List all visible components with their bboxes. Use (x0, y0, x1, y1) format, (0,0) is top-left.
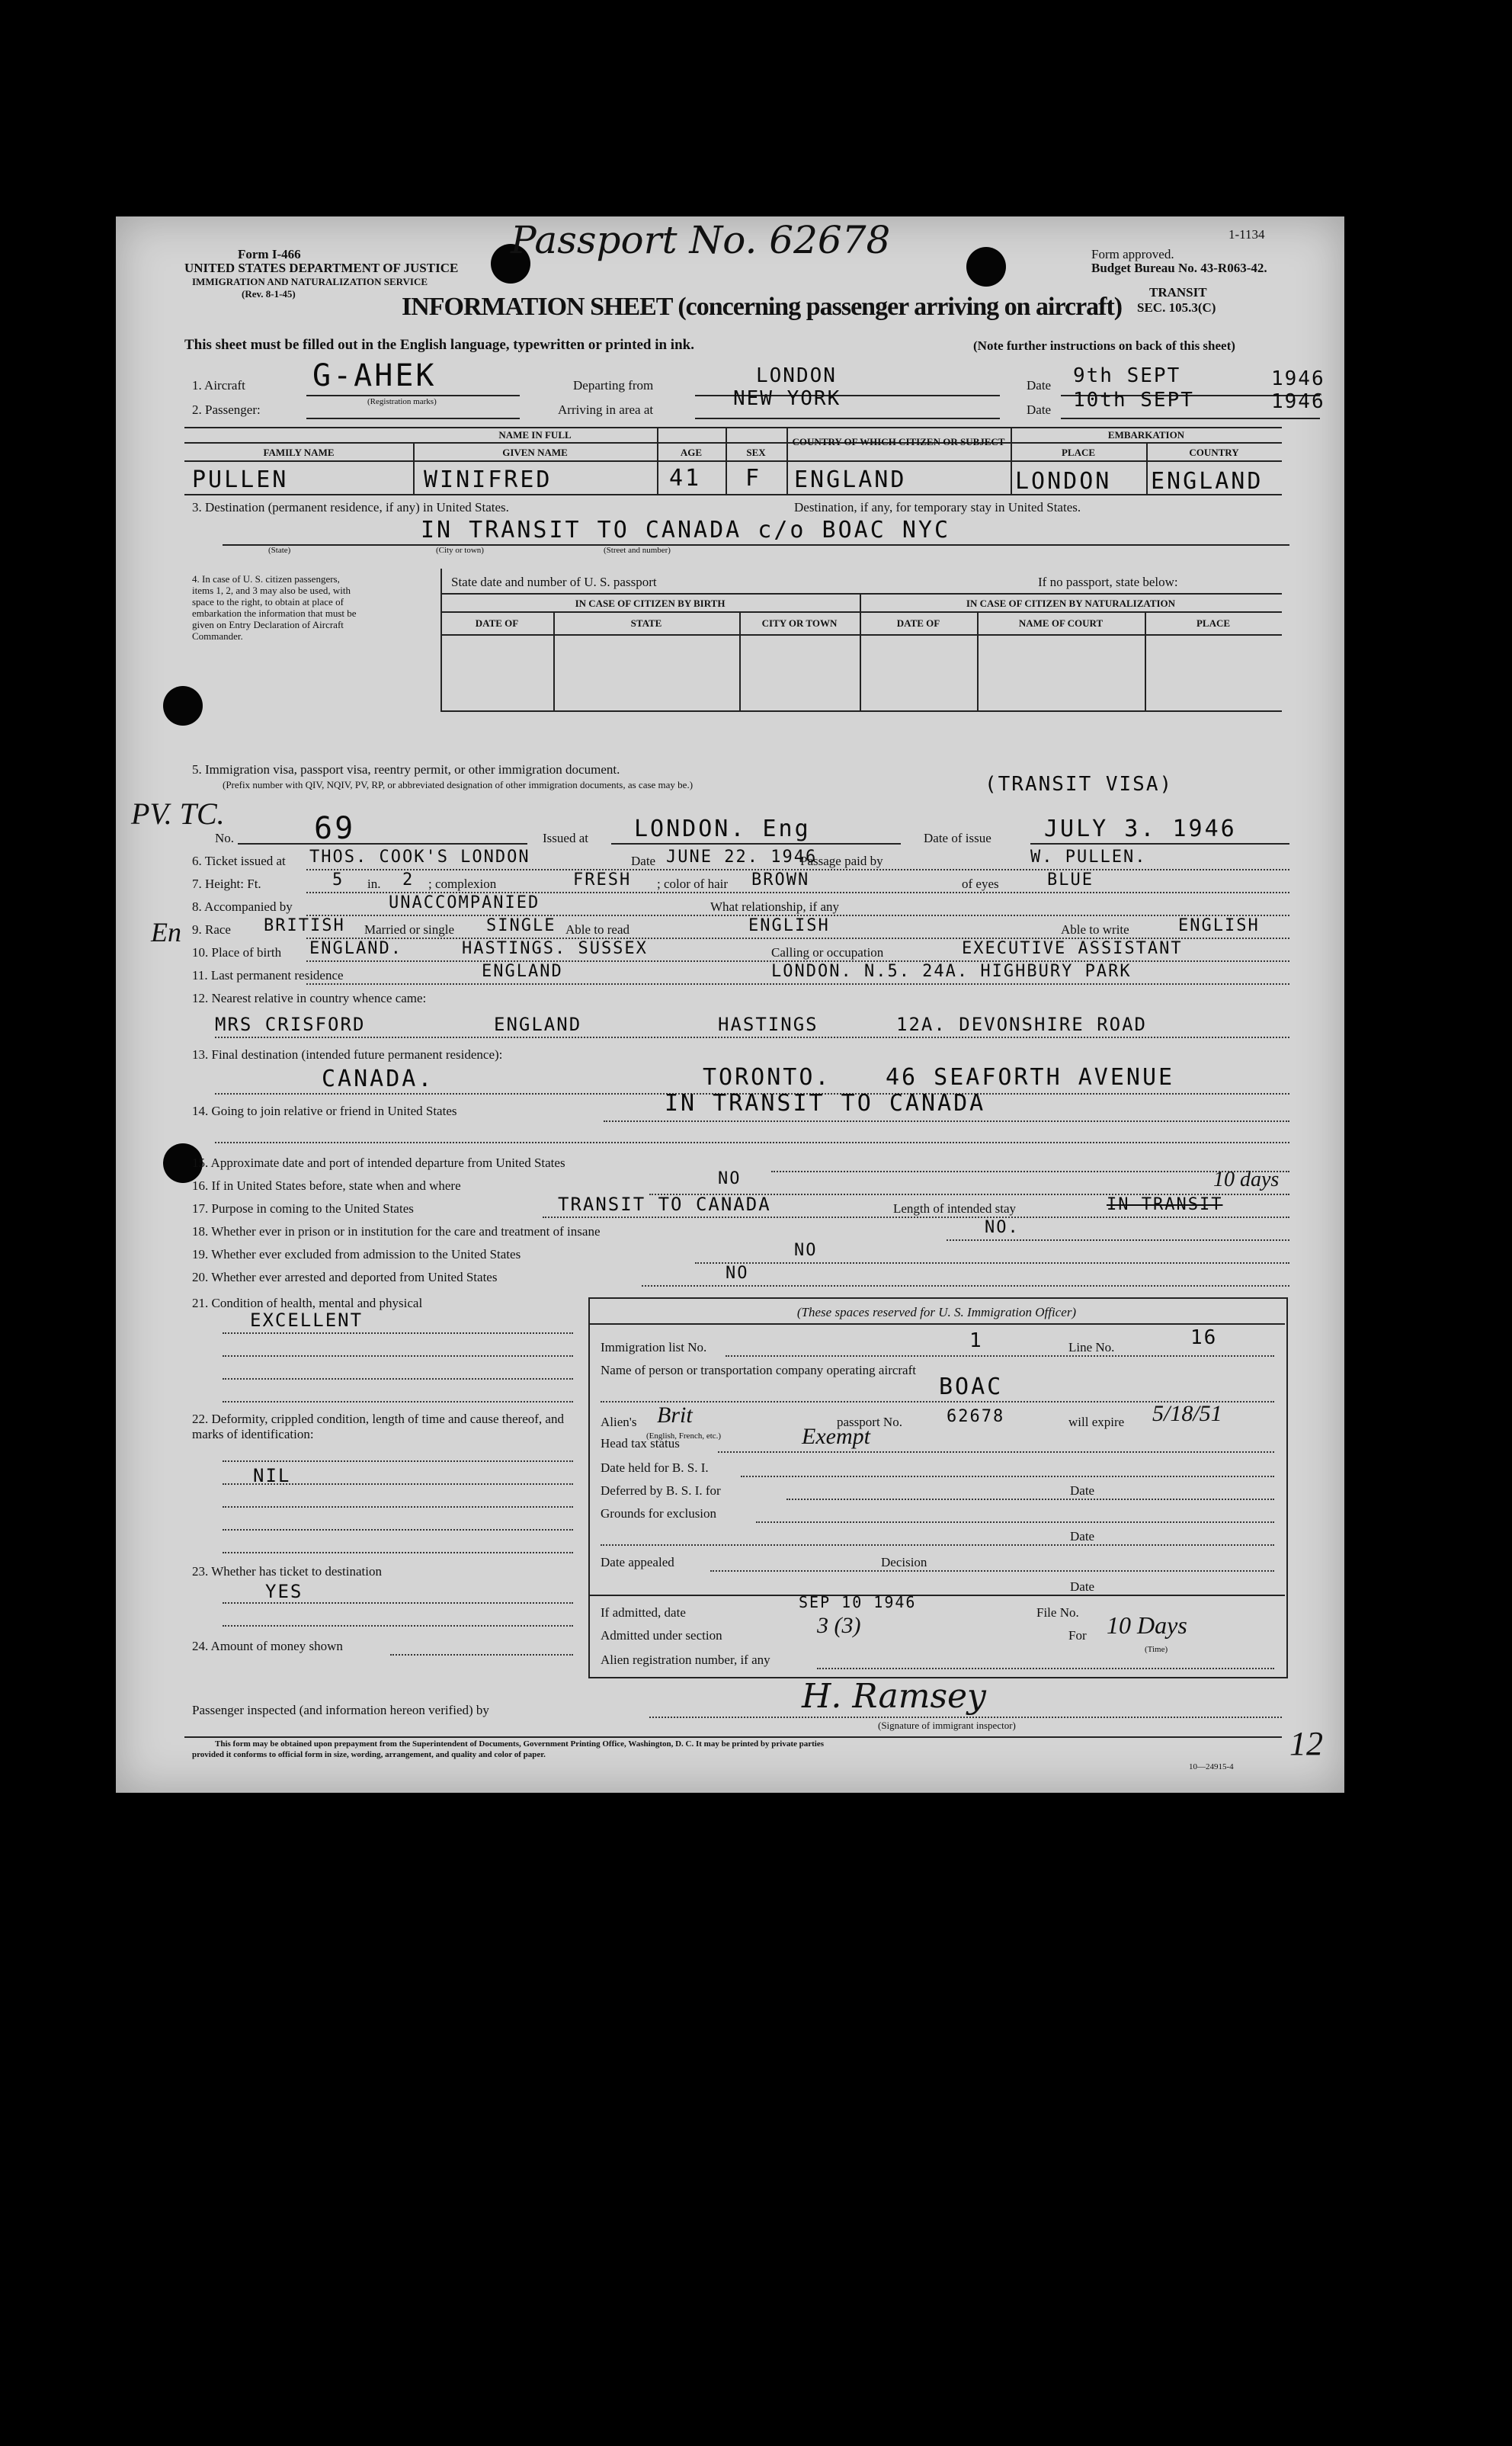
q5-issued-value: LONDON. Eng (634, 816, 811, 842)
q9-marital-label: Married or single (364, 922, 455, 937)
officer-time-sub: (Time) (1145, 1645, 1168, 1654)
q5-no-value: 69 (314, 811, 356, 846)
passenger-label: 2. Passenger: (192, 402, 261, 417)
officer-headtax-label: Head tax status (601, 1436, 680, 1451)
q5-dateissue-value: JULY 3. 1946 (1044, 816, 1237, 842)
q6-paid-label: Passage paid by (800, 854, 883, 868)
q7-complexion-label: ; complexion (428, 877, 497, 891)
q3-state-label: (State) (268, 546, 291, 555)
q8-label: 8. Accompanied by (192, 899, 293, 914)
q6-date-label: Date (631, 854, 656, 868)
country2-header: COUNTRY (1189, 447, 1239, 458)
q5-sub: (Prefix number with QIV, NQIV, PV, RP, or abbreviated designation of other immigration documents, as case may be.) (223, 779, 694, 790)
q9-write-label: Able to write (1061, 922, 1129, 937)
embark-country-value: ENGLAND (1151, 468, 1264, 495)
officer-line-value: 16 (1190, 1326, 1218, 1349)
q4-passport-label: State date and number of U. S. passport (451, 575, 657, 589)
q5-no-label: No. (215, 831, 235, 845)
officer-list-label: Immigration list No. (601, 1340, 707, 1354)
q4-col: CITY OR TOWN (761, 617, 838, 629)
q16-label: 16. If in United States before, state when and where (192, 1178, 461, 1193)
q13-city: TORONTO. (703, 1064, 831, 1091)
q4-birth-header: IN CASE OF CITIZEN BY BIRTH (575, 598, 726, 609)
q18-value: NO. (985, 1218, 1020, 1237)
officer-alien-value: Brit (657, 1403, 693, 1428)
officer-appealed-label: Date appealed (601, 1555, 674, 1569)
q8-rel-label: What relationship, if any (710, 899, 840, 914)
q5-label: 5. Immigration visa, passport visa, reentry permit, or other immigration document. (192, 762, 620, 777)
q21-value: EXCELLENT (250, 1310, 364, 1331)
q23-label: 23. Whether has ticket to destination (192, 1564, 382, 1579)
q7-eyes: BLUE (1047, 870, 1094, 890)
transit-label: TRANSIT (1149, 285, 1207, 300)
officer-line-label: Line No. (1068, 1340, 1115, 1354)
date-label-2: Date (1027, 402, 1052, 417)
q14-label: 14. Going to join relative or friend in United States (192, 1104, 457, 1118)
arriving-label: Arriving in area at (558, 402, 654, 417)
form-number: Form I-466 (238, 247, 301, 261)
passport-note: Passport No. 62678 (511, 218, 891, 262)
q10-city: HASTINGS. SUSSEX (462, 939, 648, 958)
revision: (Rev. 8-1-45) (242, 288, 296, 300)
departing-label: Departing from (573, 378, 654, 393)
family-name-header: FAMILY NAME (263, 447, 335, 458)
q10-label: 10. Place of birth (192, 945, 282, 960)
form-approved: Form approved. (1091, 247, 1174, 261)
q24-label: 24. Amount of money shown (192, 1639, 343, 1653)
officer-section-value: 3 (3) (817, 1613, 861, 1638)
q11-country: ENGLAND (482, 962, 563, 981)
embark-place-value: LONDON (1015, 468, 1112, 495)
form-code: 10—24915-4 (1189, 1762, 1234, 1771)
q7-hair-label: ; color of hair (657, 877, 728, 891)
q3-value: IN TRANSIT TO CANADA c/o BOAC NYC (421, 517, 951, 543)
q7-eyes-label: of eyes (962, 877, 999, 891)
q6-paid-value: W. PULLEN. (1030, 848, 1147, 867)
q3-label: 3. Destination (permanent residence, if any) in United States. (192, 500, 509, 515)
sex-header: SEX (746, 447, 766, 458)
arrive-year: 1946 (1271, 390, 1325, 413)
q9-write: ENGLISH (1178, 916, 1260, 935)
q17-stay-label: Length of intended stay (893, 1201, 1016, 1216)
q20-value: NO (726, 1264, 749, 1283)
form-sheet (116, 216, 1344, 1793)
q4-nopassport: If no passport, state below: (1038, 575, 1178, 589)
q22-label: 22. Deformity, crippled condition, length of time and cause thereof, and marks of identification: (192, 1412, 564, 1441)
punch-hole (163, 686, 203, 726)
budget-bureau: Budget Bureau No. 43-R063-42. (1091, 261, 1267, 275)
q10-occ: EXECUTIVE ASSISTANT (962, 939, 1183, 958)
section-label: SEC. 105.3(C) (1137, 300, 1216, 315)
age-value: 41 (669, 465, 702, 492)
officer-admitted-value: SEP 10 1946 (799, 1593, 917, 1611)
q5-visa-type: (TRANSIT VISA) (985, 773, 1174, 796)
officer-expire-value: 5/18/51 (1152, 1401, 1222, 1426)
q11-addr: LONDON. N.5. 24A. HIGHBURY PARK (771, 962, 1132, 981)
arriving-value: NEW YORK (733, 387, 841, 410)
fine-print-2: provided it conforms to official form in size, wording, arrangement, and quality and color of paper. (192, 1750, 546, 1759)
q22-value: NIL (253, 1465, 291, 1486)
q12-label: 12. Nearest relative in country whence came: (192, 991, 427, 1005)
officer-alien-label: Alien's (601, 1415, 637, 1429)
officer-for-label: For (1068, 1628, 1087, 1643)
q17-stay-corrected: 10 days (1213, 1168, 1280, 1191)
officer-admitted-label: If admitted, date (601, 1605, 686, 1620)
q3-label2: Destination, if any, for temporary stay in United States. (794, 500, 1081, 515)
name-in-full-header: NAME IN FULL (498, 429, 572, 441)
q3-street-label: (Street and number) (604, 546, 671, 555)
sex-value: F (745, 465, 762, 492)
punch-hole (966, 247, 1006, 287)
country-header: COUNTRY OF WHICH CITIZEN OR SUBJECT (792, 436, 1005, 447)
place-header: PLACE (1061, 447, 1096, 458)
q7-label: 7. Height: Ft. (192, 877, 261, 891)
aircraft-label: 1. Aircraft (192, 378, 245, 393)
officer-decision-label: Decision (881, 1555, 927, 1569)
q4-label: 4. In case of U. S. citizen passengers, items 1, 2, and 3 may also be used, with space to the right, to obtain at place of embarkation the information that must be given on Entry Declaration of Aircraft Commander. (192, 573, 357, 642)
officer-reg-label: Alien registration number, if any (601, 1653, 770, 1667)
q19-value: NO (794, 1241, 818, 1260)
q13-label: 13. Final destination (intended future permanent residence): (192, 1047, 503, 1062)
q4-col: DATE OF (896, 617, 940, 629)
officer-held-label: Date held for B. S. I. (601, 1460, 709, 1475)
q9-race: BRITISH (264, 916, 345, 935)
q19-label: 19. Whether ever excluded from admission to the United States (192, 1247, 521, 1261)
inspector-signature: H. Ramsey (802, 1677, 986, 1716)
q4-col: DATE OF (475, 617, 519, 629)
given-name-header: GIVEN NAME (502, 447, 568, 458)
family-name-value: PULLEN (192, 466, 289, 493)
agency: UNITED STATES DEPARTMENT OF JUSTICE (184, 261, 459, 275)
q12-name: MRS CRISFORD (215, 1014, 366, 1035)
citizen-value: ENGLAND (794, 466, 907, 493)
officer-section-label: Admitted under section (601, 1628, 722, 1643)
q4-naturalization-header: IN CASE OF CITIZEN BY NATURALIZATION (966, 598, 1176, 609)
q9-marital: SINGLE (486, 916, 556, 935)
inspected-label: Passenger inspected (and information hereon verified) by (192, 1703, 489, 1717)
q6-date-value: JUNE 22. 1946 (666, 848, 818, 867)
q7-complexion: FRESH (573, 870, 632, 890)
depart-date: 9th SEPT (1073, 364, 1181, 387)
q20-label: 20. Whether ever arrested and deported from United States (192, 1270, 498, 1284)
q17-stay: IN TRANSIT (1107, 1195, 1223, 1214)
q9-margin-note: En (151, 917, 181, 947)
q5-margin-note: PV. TC. (131, 797, 225, 831)
officer-file-label: File No. (1036, 1605, 1079, 1620)
depart-year: 1946 (1271, 367, 1325, 390)
q16-value: NO (718, 1169, 742, 1188)
q7-ft: 5 (332, 870, 344, 890)
q11-label: 11. Last permanent residence (192, 968, 344, 983)
q9-read: ENGLISH (748, 916, 830, 935)
q17-label: 17. Purpose in coming to the United States (192, 1201, 414, 1216)
instructions: This sheet must be filled out in the English language, typewritten or printed in ink. (184, 337, 694, 353)
age-header: AGE (680, 447, 703, 458)
q9-read-label: Able to read (565, 922, 630, 937)
officer-passport-value: 62678 (947, 1407, 1005, 1426)
q4-col: NAME OF COURT (1018, 617, 1104, 629)
q12-city: HASTINGS (718, 1014, 818, 1035)
q17-value: TRANSIT TO CANADA (558, 1194, 771, 1215)
q9-label: 9. Race (192, 922, 231, 937)
reg-marks-label: (Registration marks) (367, 397, 437, 406)
officer-passport-label: passport No. (837, 1415, 902, 1429)
q7-in: 2 (402, 870, 415, 890)
q3-city-label: (City or town) (436, 546, 484, 555)
signature-label: (Signature of immigrant inspector) (878, 1720, 1016, 1731)
officer-date-label: Date (1070, 1483, 1095, 1498)
arrive-date: 10th SEPT (1073, 389, 1194, 412)
q5-issued-label: Issued at (543, 831, 588, 845)
officer-date-label: Date (1070, 1579, 1095, 1594)
q10-country: ENGLAND. (309, 939, 402, 958)
officer-alien-sub: (English, French, etc.) (646, 1431, 722, 1441)
officer-title: (These spaces reserved for U. S. Immigration Officer) (796, 1305, 1077, 1319)
q6-label: 6. Ticket issued at (192, 854, 286, 868)
q10-occ-label: Calling or occupation (771, 945, 884, 960)
q23-value: YES (265, 1581, 303, 1602)
q13-street: 46 SEAFORTH AVENUE (886, 1064, 1175, 1091)
embarkation-header: EMBARKATION (1107, 429, 1185, 441)
officer-for-value: 10 Days (1107, 1611, 1187, 1639)
q7-in-label: in. (367, 877, 381, 891)
form-title: INFORMATION SHEET (concerning passenger arriving on aircraft) (402, 293, 1123, 321)
margin-number: 12 (1289, 1725, 1323, 1762)
q18-label: 18. Whether ever in prison or in institution for the care and treatment of insane (192, 1224, 601, 1239)
q4-col: PLACE (1196, 617, 1231, 629)
q7-hair: BROWN (751, 870, 810, 890)
q4-col: STATE (630, 617, 662, 629)
q15-label: 15. Approximate date and port of intended departure from United States (192, 1156, 565, 1170)
officer-date-label: Date (1070, 1529, 1095, 1544)
given-name-value: WINIFRED (424, 466, 553, 493)
q5-dateissue-label: Date of issue (924, 831, 991, 845)
q12-street: 12A. DEVONSHIRE ROAD (896, 1014, 1147, 1035)
q12-country: ENGLAND (494, 1014, 582, 1035)
departing-value: LONDON (756, 364, 837, 387)
q6-value: THOS. COOK'S LONDON (309, 848, 530, 867)
note: (Note further instructions on back of this sheet) (973, 338, 1235, 353)
officer-deferred-label: Deferred by B. S. I. for (601, 1483, 721, 1498)
q8-value: UNACCOMPANIED (389, 893, 540, 912)
officer-transport-value: BOAC (939, 1374, 1004, 1400)
agency-sub: IMMIGRATION AND NATURALIZATION SERVICE (192, 276, 428, 287)
q14-value: IN TRANSIT TO CANADA (665, 1090, 986, 1117)
officer-transport-label: Name of person or transportation company operating aircraft (601, 1363, 916, 1377)
officer-expire-label: will expire (1068, 1415, 1125, 1429)
officer-list-value: 1 (969, 1329, 983, 1352)
officer-grounds-label: Grounds for exclusion (601, 1506, 717, 1521)
q21-label: 21. Condition of health, mental and physical (192, 1296, 423, 1310)
q13-country: CANADA. (322, 1066, 434, 1092)
corner-number: 1-1134 (1228, 227, 1265, 242)
officer-headtax-value: Exempt (802, 1424, 870, 1449)
aircraft-value: G-AHEK (312, 358, 437, 393)
date-label: Date (1027, 378, 1052, 393)
fine-print-1: This form may be obtained upon prepayment from the Superintendent of Documents, Government Printing Office, Washington, D. C. It may be printed by private parties (215, 1739, 825, 1749)
